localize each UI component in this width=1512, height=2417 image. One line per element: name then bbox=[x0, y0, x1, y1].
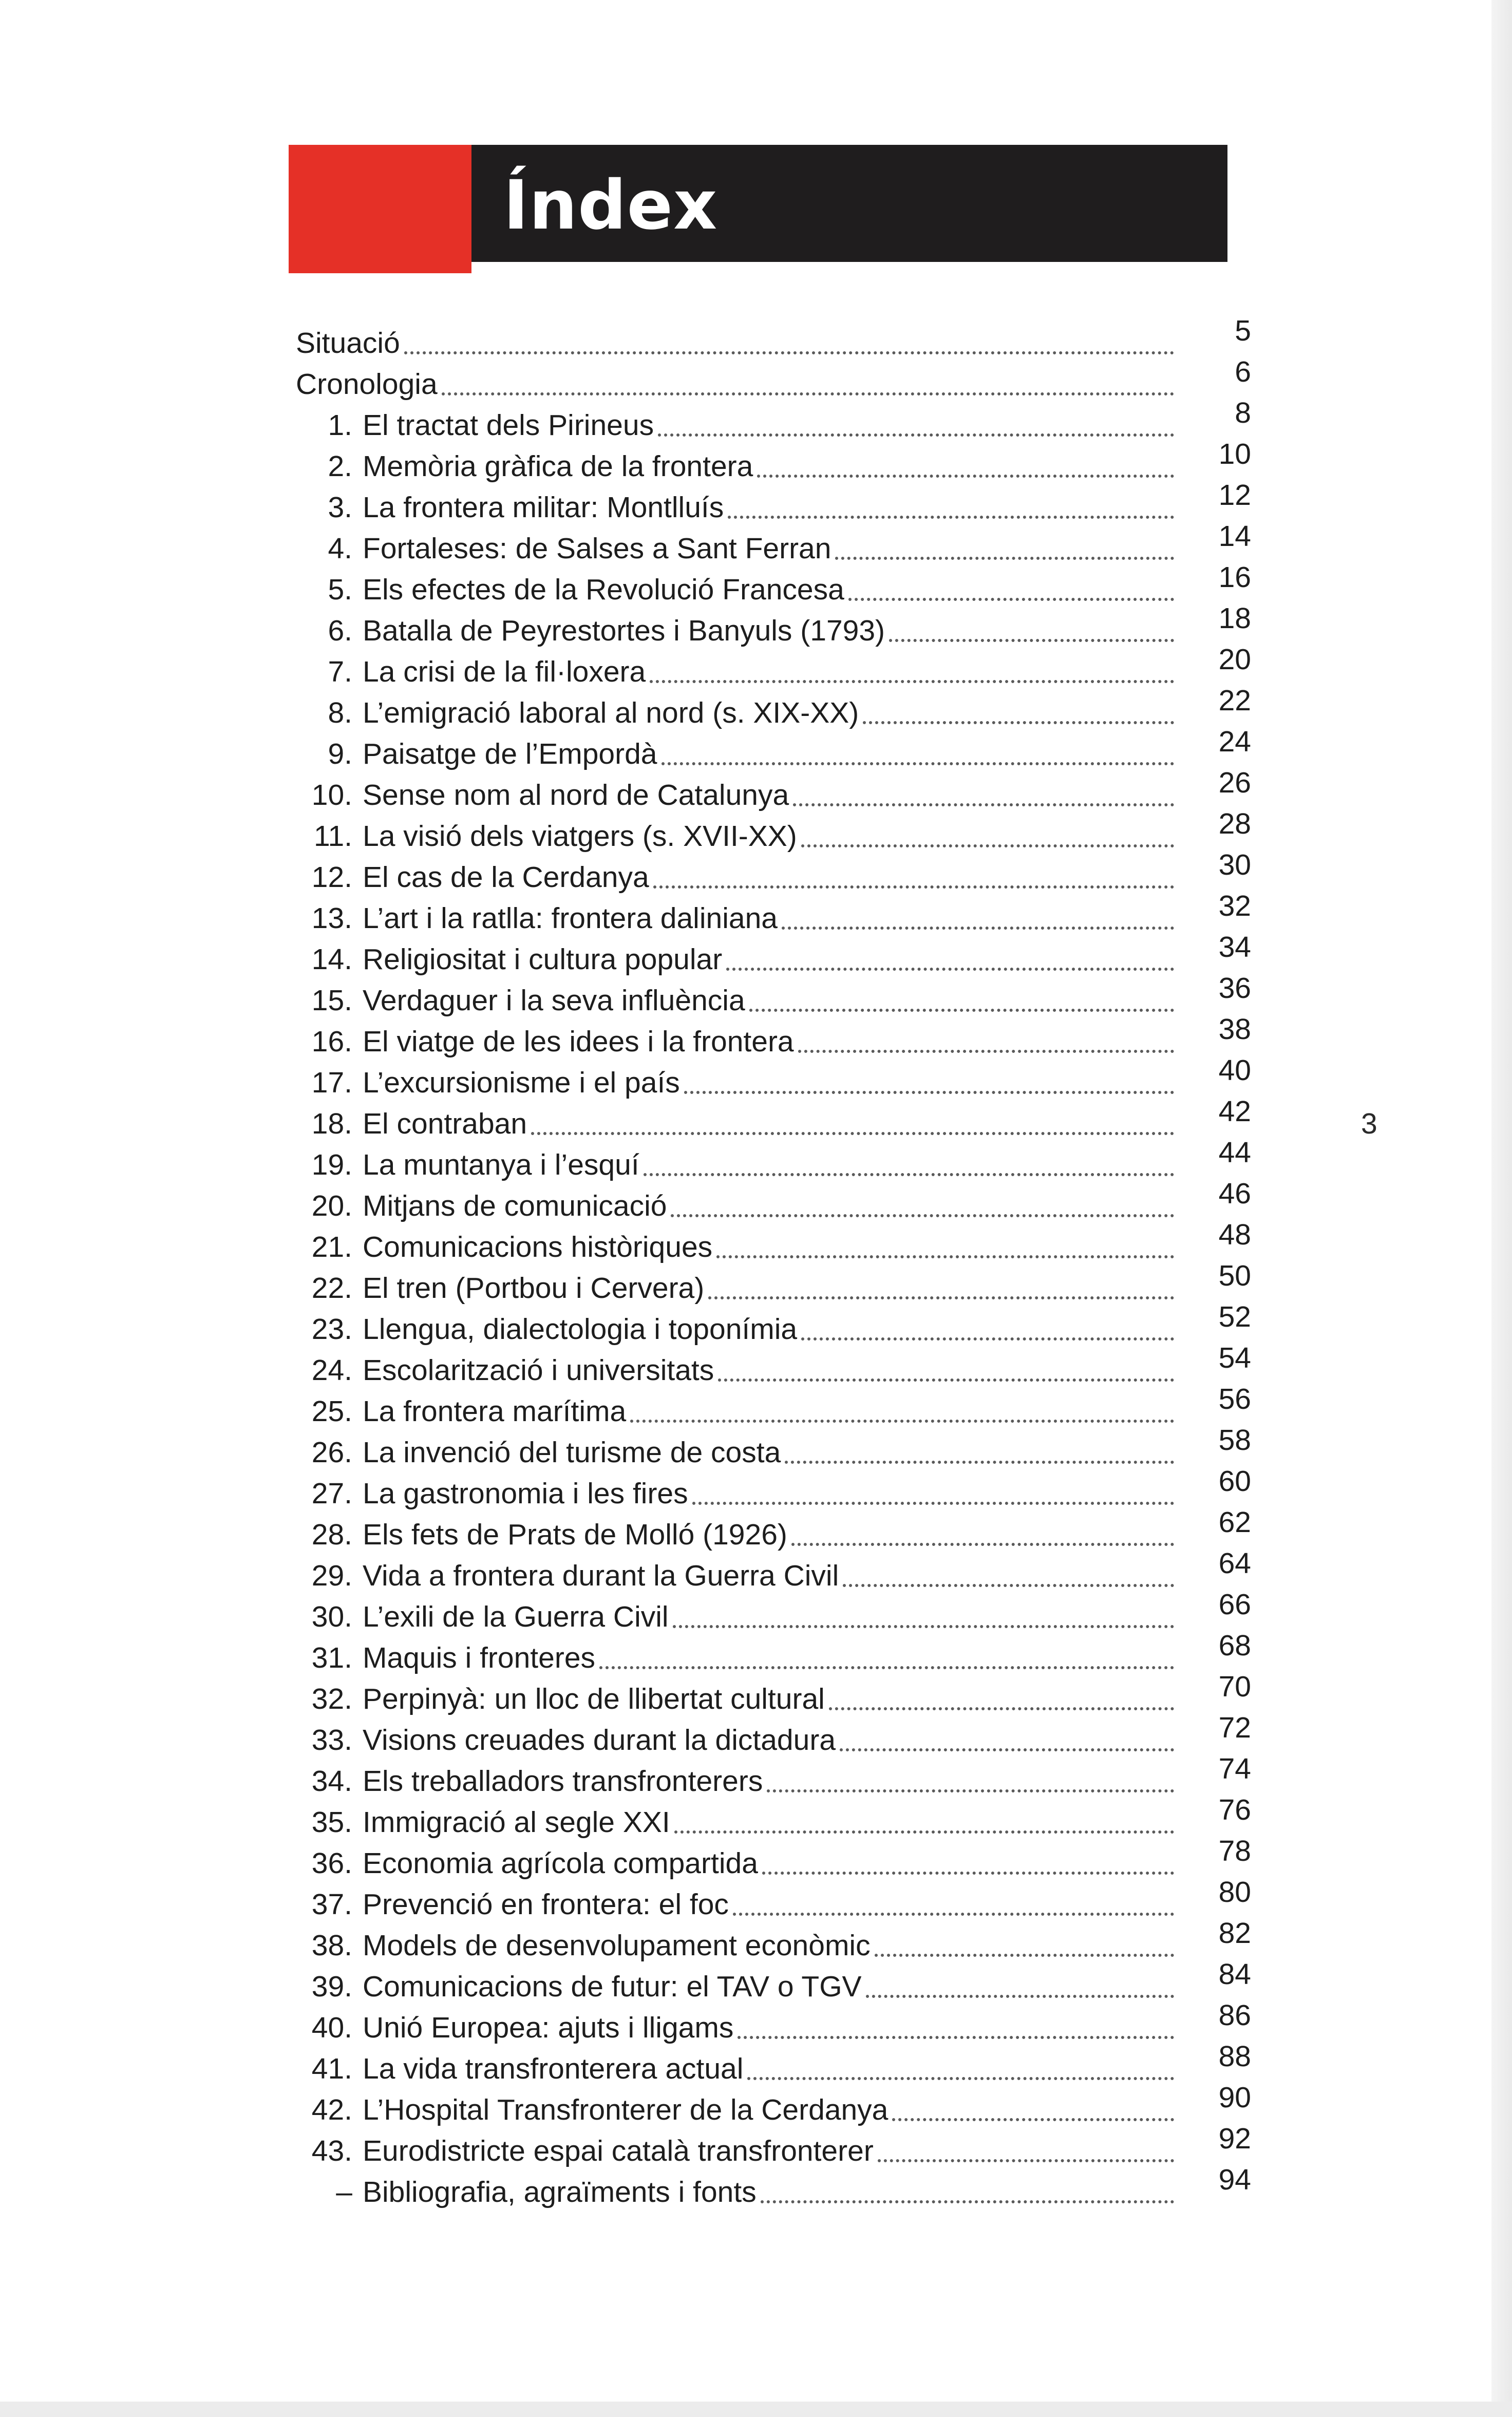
toc-entry-number: 31. bbox=[311, 1641, 352, 1674]
toc-entry bbox=[296, 1383, 1251, 1432]
toc-entry-page: 38 bbox=[1218, 1013, 1251, 1046]
toc-entry bbox=[296, 1300, 1251, 1350]
dot-leader bbox=[708, 1296, 1174, 1299]
toc-entry-title: L’art i la ratlla: frontera daliniana bbox=[363, 902, 778, 935]
toc-entry-number: 43. bbox=[311, 2135, 352, 2167]
toc-entry-page: 6 bbox=[1235, 355, 1251, 388]
toc-entry-title: El viatge de les idees i la frontera bbox=[363, 1025, 794, 1058]
toc-entry bbox=[296, 1259, 1251, 1309]
toc-entry-number: 29. bbox=[311, 1559, 352, 1592]
toc-entry-title: L’exili de la Guerra Civil bbox=[363, 1600, 669, 1633]
toc-entry-number: 35. bbox=[311, 1806, 352, 1839]
toc-entry-page: 24 bbox=[1218, 725, 1251, 758]
toc-entry-page: 80 bbox=[1218, 1876, 1251, 1909]
toc-entry-number: 14. bbox=[311, 943, 352, 976]
toc-entry-title: Models de desenvolupament econòmic bbox=[363, 1929, 871, 1962]
toc-entry-title: Situació bbox=[296, 327, 400, 360]
toc-entry-page: 88 bbox=[1218, 2040, 1251, 2073]
toc-entry-title: La visió dels viatgers (s. XVII-XX) bbox=[363, 820, 797, 853]
toc-entry-number: 4. bbox=[328, 532, 352, 565]
toc-entry bbox=[296, 1917, 1251, 1966]
toc-entry-number: 11. bbox=[313, 820, 352, 853]
dot-leader bbox=[738, 2036, 1174, 2039]
toc-entry-title: Els fets de Prats de Molló (1926) bbox=[363, 1518, 787, 1551]
dot-leader bbox=[728, 516, 1174, 519]
toc-entry-page: 76 bbox=[1218, 1793, 1251, 1826]
toc-entry bbox=[296, 807, 1251, 857]
toc-entry-title: La frontera marítima bbox=[363, 1395, 627, 1428]
toc-entry bbox=[296, 890, 1251, 939]
toc-entry-page: 18 bbox=[1218, 602, 1251, 635]
toc-entry bbox=[296, 1013, 1251, 1062]
toc-entry-page: 32 bbox=[1218, 890, 1251, 922]
toc-entry-title: Immigració al segle XXI bbox=[363, 1806, 670, 1839]
dot-leader bbox=[630, 1420, 1174, 1423]
toc-entry-title: L’excursionisme i el país bbox=[363, 1066, 680, 1099]
toc-entry-page: 26 bbox=[1218, 766, 1251, 799]
toc-entry-title: El contraban bbox=[363, 1107, 527, 1140]
toc-entry bbox=[296, 1465, 1251, 1514]
toc-entry-page: 50 bbox=[1218, 1259, 1251, 1292]
toc-entry-number: 26. bbox=[311, 1436, 352, 1469]
header-red-block bbox=[289, 145, 471, 273]
toc-entry-page: 62 bbox=[1218, 1506, 1251, 1539]
toc-entry bbox=[296, 1136, 1251, 1185]
toc-entry-number: 37. bbox=[311, 1888, 352, 1921]
toc-entry-title: Comunicacions de futur: el TAV o TGV bbox=[363, 1970, 862, 2003]
toc-entry bbox=[296, 643, 1251, 692]
dot-leader bbox=[843, 1584, 1174, 1587]
dot-leader bbox=[793, 803, 1174, 806]
toc-entry-number: 17. bbox=[311, 1066, 352, 1099]
toc-entry-title: Sense nom al nord de Catalunya bbox=[363, 779, 789, 811]
dot-leader bbox=[878, 2159, 1174, 2162]
toc-entry-title: Bibliografia, agraïments i fonts bbox=[363, 2176, 757, 2208]
toc-entry bbox=[296, 1588, 1251, 1637]
toc-entry-number: 42. bbox=[311, 2093, 352, 2126]
toc-entry-title: Llengua, dialectologia i toponímia bbox=[363, 1313, 798, 1346]
toc-entry bbox=[296, 684, 1251, 733]
toc-entry-number: 13. bbox=[311, 902, 352, 935]
toc-entry-title: Vida a frontera durant la Guerra Civil bbox=[363, 1559, 839, 1592]
dot-leader bbox=[785, 1461, 1174, 1464]
dot-leader bbox=[650, 680, 1174, 683]
toc-entry-number: 38. bbox=[311, 1929, 352, 1962]
toc-entry bbox=[296, 972, 1251, 1021]
toc-entry-title: Fortaleses: de Salses a Sant Ferran bbox=[363, 532, 831, 565]
index-header bbox=[289, 145, 1227, 273]
dot-leader bbox=[782, 927, 1174, 930]
dot-leader bbox=[718, 1379, 1174, 1382]
toc-entry bbox=[296, 1752, 1251, 1802]
toc-entry-number: 40. bbox=[311, 2011, 352, 2044]
toc-entry-number: 36. bbox=[311, 1847, 352, 1880]
toc-entry-number: 21. bbox=[311, 1231, 352, 1263]
toc-entry-number: 2. bbox=[328, 450, 352, 483]
toc-entry-page: 10 bbox=[1218, 438, 1251, 470]
toc-entry-title: Visions creuades durant la dictadura bbox=[363, 1724, 836, 1757]
toc-entry-number: 39. bbox=[311, 1970, 352, 2003]
toc-entry-number: 34. bbox=[311, 1765, 352, 1798]
toc-entry bbox=[296, 1095, 1251, 1144]
toc-entry-title: La invenció del turisme de costa bbox=[363, 1436, 781, 1469]
dot-leader bbox=[829, 1707, 1174, 1710]
toc-entry-title: Maquis i fronteres bbox=[363, 1641, 596, 1674]
toc-entry-title: Paisatge de l’Empordà bbox=[363, 738, 657, 770]
dot-leader bbox=[644, 1173, 1174, 1176]
dot-leader bbox=[761, 2200, 1174, 2203]
dot-leader bbox=[889, 639, 1174, 642]
toc-entry-title: Unió Europea: ajuts i lligams bbox=[363, 2011, 734, 2044]
toc-entry-number: 5. bbox=[328, 573, 352, 606]
dot-leader bbox=[801, 844, 1174, 847]
toc-entry-title: La crisi de la fil·loxera bbox=[363, 655, 646, 688]
toc-entry-page: 94 bbox=[1218, 2163, 1251, 2196]
toc-entry-title: Escolarització i universitats bbox=[363, 1354, 714, 1387]
toc-entry bbox=[296, 2122, 1251, 2171]
page-edge bbox=[1491, 0, 1512, 2417]
dot-leader bbox=[531, 1132, 1174, 1135]
dot-leader bbox=[662, 762, 1174, 765]
dot-leader bbox=[733, 1913, 1174, 1916]
toc-entry-number: – bbox=[336, 2176, 352, 2208]
dot-leader bbox=[442, 392, 1174, 395]
dot-leader bbox=[866, 1995, 1174, 1998]
toc-entry-page: 84 bbox=[1218, 1958, 1251, 1991]
toc-entry-page: 90 bbox=[1218, 2081, 1251, 2114]
toc-entry bbox=[296, 1711, 1251, 1761]
toc-entry-page: 20 bbox=[1218, 643, 1251, 676]
toc-entry bbox=[296, 1670, 1251, 1720]
toc-entry-page: 92 bbox=[1218, 2122, 1251, 2155]
toc-entry-title: Els treballadors transfronterers bbox=[363, 1765, 763, 1798]
toc-entry-number: 16. bbox=[311, 1025, 352, 1058]
page-bottom-edge bbox=[0, 2402, 1512, 2417]
toc-entry-page: 78 bbox=[1218, 1835, 1251, 1867]
dot-leader bbox=[674, 1830, 1174, 1834]
toc-entry-title: L’emigració laboral al nord (s. XIX-XX) bbox=[363, 696, 859, 729]
toc-entry-title: Prevenció en frontera: el foc bbox=[363, 1888, 729, 1921]
toc-entry-page: 30 bbox=[1218, 848, 1251, 881]
toc-entry-number: 12. bbox=[311, 861, 352, 894]
toc-entry-number: 9. bbox=[328, 738, 352, 770]
toc-entry-page: 40 bbox=[1218, 1054, 1251, 1087]
toc-entry bbox=[296, 1547, 1251, 1596]
dot-leader bbox=[684, 1091, 1174, 1094]
toc-entry bbox=[296, 1629, 1251, 1678]
toc-entry bbox=[296, 2163, 1251, 2213]
toc-entry bbox=[296, 602, 1251, 651]
toc-entry bbox=[296, 1054, 1251, 1103]
toc-entry-page: 64 bbox=[1218, 1547, 1251, 1580]
toc-entry-page: 22 bbox=[1218, 684, 1251, 717]
toc-entry-number: 23. bbox=[311, 1313, 352, 1346]
toc-entry bbox=[296, 1424, 1251, 1473]
toc-entry bbox=[296, 1342, 1251, 1391]
table-of-contents bbox=[296, 314, 1251, 2213]
toc-entry-title: Religiositat i cultura popular bbox=[363, 943, 723, 976]
dot-leader bbox=[798, 1050, 1174, 1053]
toc-entry-number: 1. bbox=[328, 409, 352, 442]
toc-entry-page: 72 bbox=[1218, 1711, 1251, 1744]
toc-entry-title: El tractat dels Pirineus bbox=[363, 409, 654, 442]
toc-entry-page: 16 bbox=[1218, 561, 1251, 594]
dot-leader bbox=[716, 1255, 1174, 1258]
toc-entry-number: 7. bbox=[328, 655, 352, 688]
toc-entry-page: 58 bbox=[1218, 1424, 1251, 1457]
toc-entry-page: 12 bbox=[1218, 479, 1251, 512]
toc-entry-number: 27. bbox=[311, 1477, 352, 1510]
toc-entry-page: 34 bbox=[1218, 931, 1251, 964]
dot-leader bbox=[757, 475, 1174, 478]
toc-entry bbox=[296, 1218, 1251, 1268]
toc-entry-page: 66 bbox=[1218, 1588, 1251, 1621]
toc-entry-number: 8. bbox=[328, 696, 352, 729]
toc-entry-page: 44 bbox=[1218, 1136, 1251, 1169]
dot-leader bbox=[892, 2118, 1174, 2121]
toc-entry bbox=[296, 1999, 1251, 2048]
dot-leader bbox=[747, 2077, 1174, 2080]
toc-entry bbox=[296, 520, 1251, 569]
toc-entry-title: La muntanya i l’esquí bbox=[363, 1148, 639, 1181]
page-title: Índex bbox=[503, 166, 718, 245]
toc-entry-page: 46 bbox=[1218, 1177, 1251, 1210]
toc-entry-title: Eurodistricte espai català transfronterer bbox=[363, 2135, 874, 2167]
toc-entry bbox=[296, 931, 1251, 980]
toc-entry-page: 42 bbox=[1218, 1095, 1251, 1128]
toc-entry bbox=[296, 396, 1251, 446]
dot-leader bbox=[840, 1748, 1174, 1751]
toc-entry-title: Perpinyà: un lloc de llibertat cultural bbox=[363, 1683, 825, 1715]
toc-entry-page: 70 bbox=[1218, 1670, 1251, 1703]
toc-entry-page: 82 bbox=[1218, 1917, 1251, 1950]
toc-entry-number: 20. bbox=[311, 1189, 352, 1222]
dot-leader bbox=[726, 968, 1174, 971]
toc-entry bbox=[296, 314, 1251, 364]
toc-entry bbox=[296, 2081, 1251, 2130]
toc-entry-title: El tren (Portbou i Cervera) bbox=[363, 1272, 705, 1305]
toc-entry-number: 41. bbox=[311, 2052, 352, 2085]
toc-entry-number: 3. bbox=[328, 491, 352, 524]
toc-entry-number: 24. bbox=[311, 1354, 352, 1387]
dot-leader bbox=[762, 1872, 1174, 1875]
dot-leader bbox=[658, 433, 1174, 437]
toc-entry-page: 5 bbox=[1235, 314, 1251, 347]
toc-entry bbox=[296, 1793, 1251, 1843]
toc-entry-page: 52 bbox=[1218, 1300, 1251, 1333]
toc-entry-number: 22. bbox=[311, 1272, 352, 1305]
toc-entry-title: Batalla de Peyrestortes i Banyuls (1793) bbox=[363, 614, 885, 647]
dot-leader bbox=[692, 1502, 1174, 1505]
toc-entry-number: 18. bbox=[311, 1107, 352, 1140]
toc-entry-page: 36 bbox=[1218, 972, 1251, 1005]
toc-entry bbox=[296, 479, 1251, 528]
toc-entry-page: 14 bbox=[1218, 520, 1251, 553]
dot-leader bbox=[767, 1789, 1174, 1792]
dot-leader bbox=[791, 1543, 1174, 1546]
toc-entry-title: La frontera militar: Montlluís bbox=[363, 491, 724, 524]
dot-leader bbox=[599, 1666, 1174, 1669]
toc-entry-page: 54 bbox=[1218, 1342, 1251, 1374]
toc-entry-title: L’Hospital Transfronterer de la Cerdanya bbox=[363, 2093, 889, 2126]
toc-entry bbox=[296, 561, 1251, 610]
dot-leader bbox=[404, 351, 1174, 354]
toc-entry bbox=[296, 725, 1251, 775]
toc-entry bbox=[296, 438, 1251, 487]
toc-entry-page: 86 bbox=[1218, 1999, 1251, 2032]
toc-entry-title: Verdaguer i la seva influència bbox=[363, 984, 745, 1017]
dot-leader bbox=[749, 1009, 1174, 1012]
dot-leader bbox=[801, 1337, 1174, 1340]
toc-entry-title: Economia agrícola compartida bbox=[363, 1847, 758, 1880]
toc-entry bbox=[296, 1835, 1251, 1884]
toc-entry bbox=[296, 1177, 1251, 1226]
toc-entry bbox=[296, 355, 1251, 405]
toc-entry-title: Memòria gràfica de la frontera bbox=[363, 450, 753, 483]
toc-entry-number: 15. bbox=[311, 984, 352, 1017]
toc-entry-number: 19. bbox=[311, 1148, 352, 1181]
toc-entry bbox=[296, 1876, 1251, 1925]
toc-entry-title: Comunicacions històriques bbox=[363, 1231, 713, 1263]
page-number: 3 bbox=[1361, 1107, 1377, 1140]
toc-entry-title: La gastronomia i les fires bbox=[363, 1477, 688, 1510]
dot-leader bbox=[673, 1625, 1174, 1628]
toc-entry-title: Els efectes de la Revolució Francesa bbox=[363, 573, 844, 606]
toc-entry-number: 30. bbox=[311, 1600, 352, 1633]
toc-entry bbox=[296, 1506, 1251, 1555]
toc-entry bbox=[296, 848, 1251, 898]
toc-entry-number: 25. bbox=[311, 1395, 352, 1428]
toc-entry-title: Cronologia bbox=[296, 368, 438, 401]
toc-entry-number: 33. bbox=[311, 1724, 352, 1757]
toc-entry-page: 56 bbox=[1218, 1383, 1251, 1415]
toc-entry-page: 74 bbox=[1218, 1752, 1251, 1785]
dot-leader bbox=[875, 1954, 1174, 1957]
dot-leader bbox=[848, 598, 1174, 601]
dot-leader bbox=[671, 1214, 1174, 1217]
toc-entry-page: 8 bbox=[1235, 396, 1251, 429]
dot-leader bbox=[835, 557, 1174, 560]
toc-entry bbox=[296, 1958, 1251, 2007]
toc-entry-page: 60 bbox=[1218, 1465, 1251, 1498]
toc-entry-number: 6. bbox=[328, 614, 352, 647]
dot-leader bbox=[653, 885, 1174, 889]
toc-entry-page: 68 bbox=[1218, 1629, 1251, 1662]
toc-entry-page: 48 bbox=[1218, 1218, 1251, 1251]
toc-entry-title: La vida transfronterera actual bbox=[363, 2052, 744, 2085]
toc-entry bbox=[296, 766, 1251, 816]
toc-entry-number: 32. bbox=[311, 1683, 352, 1715]
dot-leader bbox=[863, 721, 1174, 724]
toc-entry-number: 10. bbox=[311, 779, 352, 811]
toc-entry-page: 28 bbox=[1218, 807, 1251, 840]
toc-entry-number: 28. bbox=[311, 1518, 352, 1551]
toc-entry-title: Mitjans de comunicació bbox=[363, 1189, 667, 1222]
toc-entry-title: El cas de la Cerdanya bbox=[363, 861, 649, 894]
toc-entry bbox=[296, 2040, 1251, 2089]
